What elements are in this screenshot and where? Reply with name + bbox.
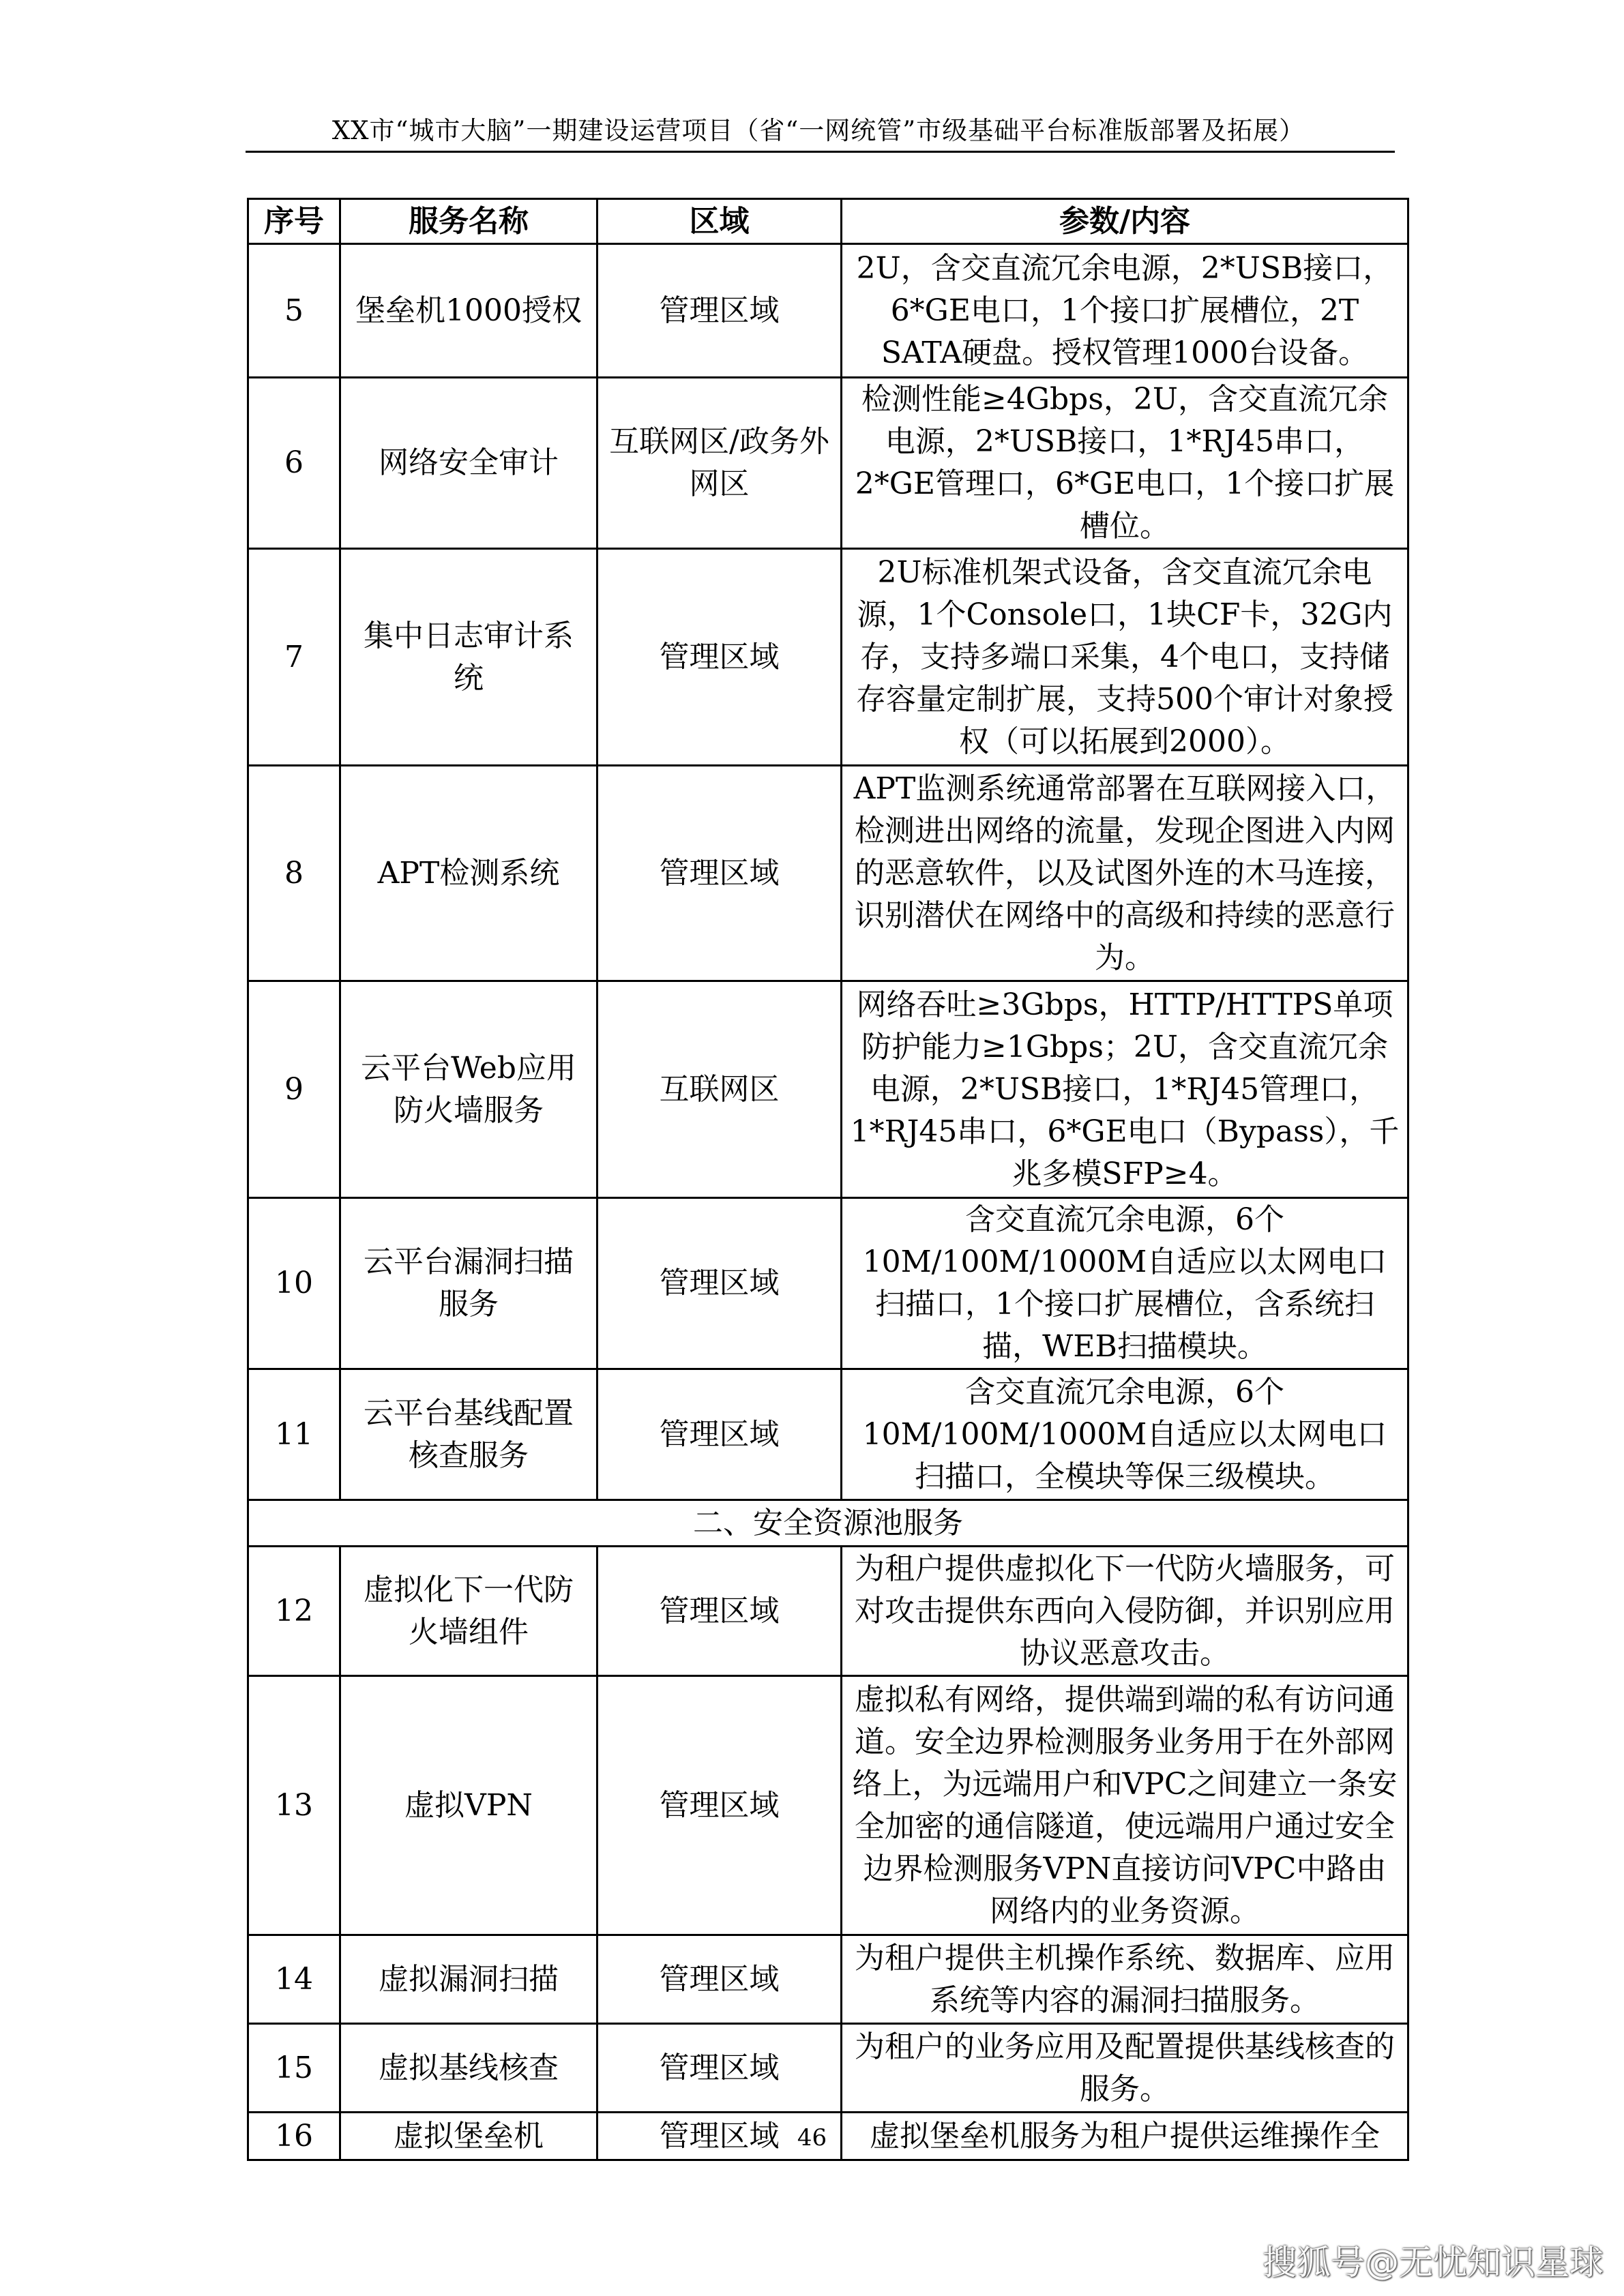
column-header-no: 序号 <box>248 199 340 244</box>
table-row <box>248 1676 1408 1935</box>
row-name: 虚拟漏洞扫描 <box>340 1935 597 2024</box>
row-no: 5 <box>248 244 340 378</box>
row-zone: 互联网区/政务外网区 <box>597 378 842 549</box>
row-zone: 管理区域 <box>597 1547 842 1676</box>
table-row <box>248 766 1408 981</box>
row-name: 堡垒机1000授权 <box>340 244 597 378</box>
row-name: 虚拟VPN <box>340 1676 597 1935</box>
row-zone: 管理区域 <box>597 2113 842 2160</box>
row-params: 为租户的业务应用及配置提供基线核查的服务。 <box>842 2024 1408 2113</box>
table-row <box>248 1369 1408 1500</box>
service-table <box>247 198 1409 2161</box>
row-no: 8 <box>248 766 340 981</box>
row-zone: 管理区域 <box>597 1935 842 2024</box>
row-params: 2U标准机架式设备，含交直流冗余电源，1个Console口，1块CF卡，32G内存，支持多端口采集，4个电口，支持储存容量定制扩展，支持500个审计对象授权（可以拓展到2000）。 <box>842 549 1408 766</box>
table-row <box>248 244 1408 378</box>
table-row <box>248 2024 1408 2113</box>
row-no: 11 <box>248 1369 340 1500</box>
row-params: 2U，含交直流冗余电源，2*USB接口，6*GE电口，1个接口扩展槽位，2T SATA硬盘。授权管理1000台设备。 <box>842 244 1408 378</box>
row-name: APT检测系统 <box>340 766 597 981</box>
row-no: 13 <box>248 1676 340 1935</box>
row-params: 为租户提供主机操作系统、数据库、应用系统等内容的漏洞扫描服务。 <box>842 1935 1408 2024</box>
section-row <box>248 1500 1408 1547</box>
column-header-name: 服务名称 <box>340 199 597 244</box>
section-title: 二、安全资源池服务 <box>248 1500 1408 1547</box>
row-zone: 管理区域 <box>597 244 842 378</box>
row-name: 云平台Web应用防火墙服务 <box>340 981 597 1198</box>
row-params: 检测性能≥4Gbps，2U，含交直流冗余电源，2*USB接口，1*RJ45串口，2*GE管理口，6*GE电口，1个接口扩展槽位。 <box>842 378 1408 549</box>
row-params: 虚拟私有网络，提供端到端的私有访问通道。安全边界检测服务业务用于在外部网络上，为远端用户和VPC之间建立一条安全加密的通信隧道，使远端用户通过安全边界检测服务VPN直接访问VPC中路由网络内的业务资源。 <box>842 1676 1408 1935</box>
table-row <box>248 1547 1408 1676</box>
row-no: 12 <box>248 1547 340 1676</box>
row-params: 为租户提供虚拟化下一代防火墙服务，可对攻击提供东西向入侵防御，并识别应用协议恶意攻击。 <box>842 1547 1408 1676</box>
page-number: 46 <box>797 2124 827 2151</box>
column-header-params: 参数/内容 <box>842 199 1408 244</box>
table-row <box>248 1198 1408 1369</box>
row-name: 集中日志审计系统 <box>340 549 597 766</box>
row-params: 网络吞吐≥3Gbps，HTTP/HTTPS单项防护能力≥1Gbps；2U，含交直流冗余电源，2*USB接口，1*RJ45管理口，1*RJ45串口，6*GE电口（Bypass），千兆多模SFP≥4。 <box>842 981 1408 1198</box>
table-row <box>248 981 1408 1198</box>
row-no: 16 <box>248 2113 340 2160</box>
row-name: 云平台漏洞扫描服务 <box>340 1198 597 1369</box>
row-no: 14 <box>248 1935 340 2024</box>
row-zone: 互联网区 <box>597 981 842 1198</box>
row-no: 7 <box>248 549 340 766</box>
row-no: 10 <box>248 1198 340 1369</box>
row-zone: 管理区域 <box>597 766 842 981</box>
table-header-row <box>248 199 1408 244</box>
column-header-zone: 区域 <box>597 199 842 244</box>
page-header-title: XX市“城市大脑”一期建设运营项目（省“一网统管”市级基础平台标准版部署及拓展） <box>331 116 1305 145</box>
row-params: 含交直流冗余电源，6个10M/100M/1000M自适应以太网电口扫描口，1个接口扩展槽位，含系统扫描，WEB扫描模块。 <box>842 1198 1408 1369</box>
row-no: 15 <box>248 2024 340 2113</box>
table-row <box>248 549 1408 766</box>
row-params: 虚拟堡垒机服务为租户提供运维操作全 <box>842 2113 1408 2160</box>
table-row <box>248 378 1408 549</box>
row-zone: 管理区域 <box>597 1676 842 1935</box>
row-zone: 管理区域 <box>597 549 842 766</box>
watermark: 搜狐号@无忧知识星球 <box>1263 2243 1604 2282</box>
row-no: 6 <box>248 378 340 549</box>
row-name: 虚拟化下一代防火墙组件 <box>340 1547 597 1676</box>
row-no: 9 <box>248 981 340 1198</box>
row-zone: 管理区域 <box>597 1369 842 1500</box>
row-name: 网络安全审计 <box>340 378 597 549</box>
table-row <box>248 1935 1408 2024</box>
row-params: 含交直流冗余电源，6个10M/100M/1000M自适应以太网电口扫描口，全模块等保三级模块。 <box>842 1369 1408 1500</box>
row-name: 虚拟基线核查 <box>340 2024 597 2113</box>
row-params: APT监测系统通常部署在互联网接入口，检测进出网络的流量，发现企图进入内网的恶意软件，以及试图外连的木马连接，识别潜伏在网络中的高级和持续的恶意行为。 <box>842 766 1408 981</box>
row-zone: 管理区域 <box>597 2024 842 2113</box>
row-name: 云平台基线配置核查服务 <box>340 1369 597 1500</box>
header-divider <box>246 151 1395 153</box>
row-name: 虚拟堡垒机 <box>340 2113 597 2160</box>
row-zone: 管理区域 <box>597 1198 842 1369</box>
